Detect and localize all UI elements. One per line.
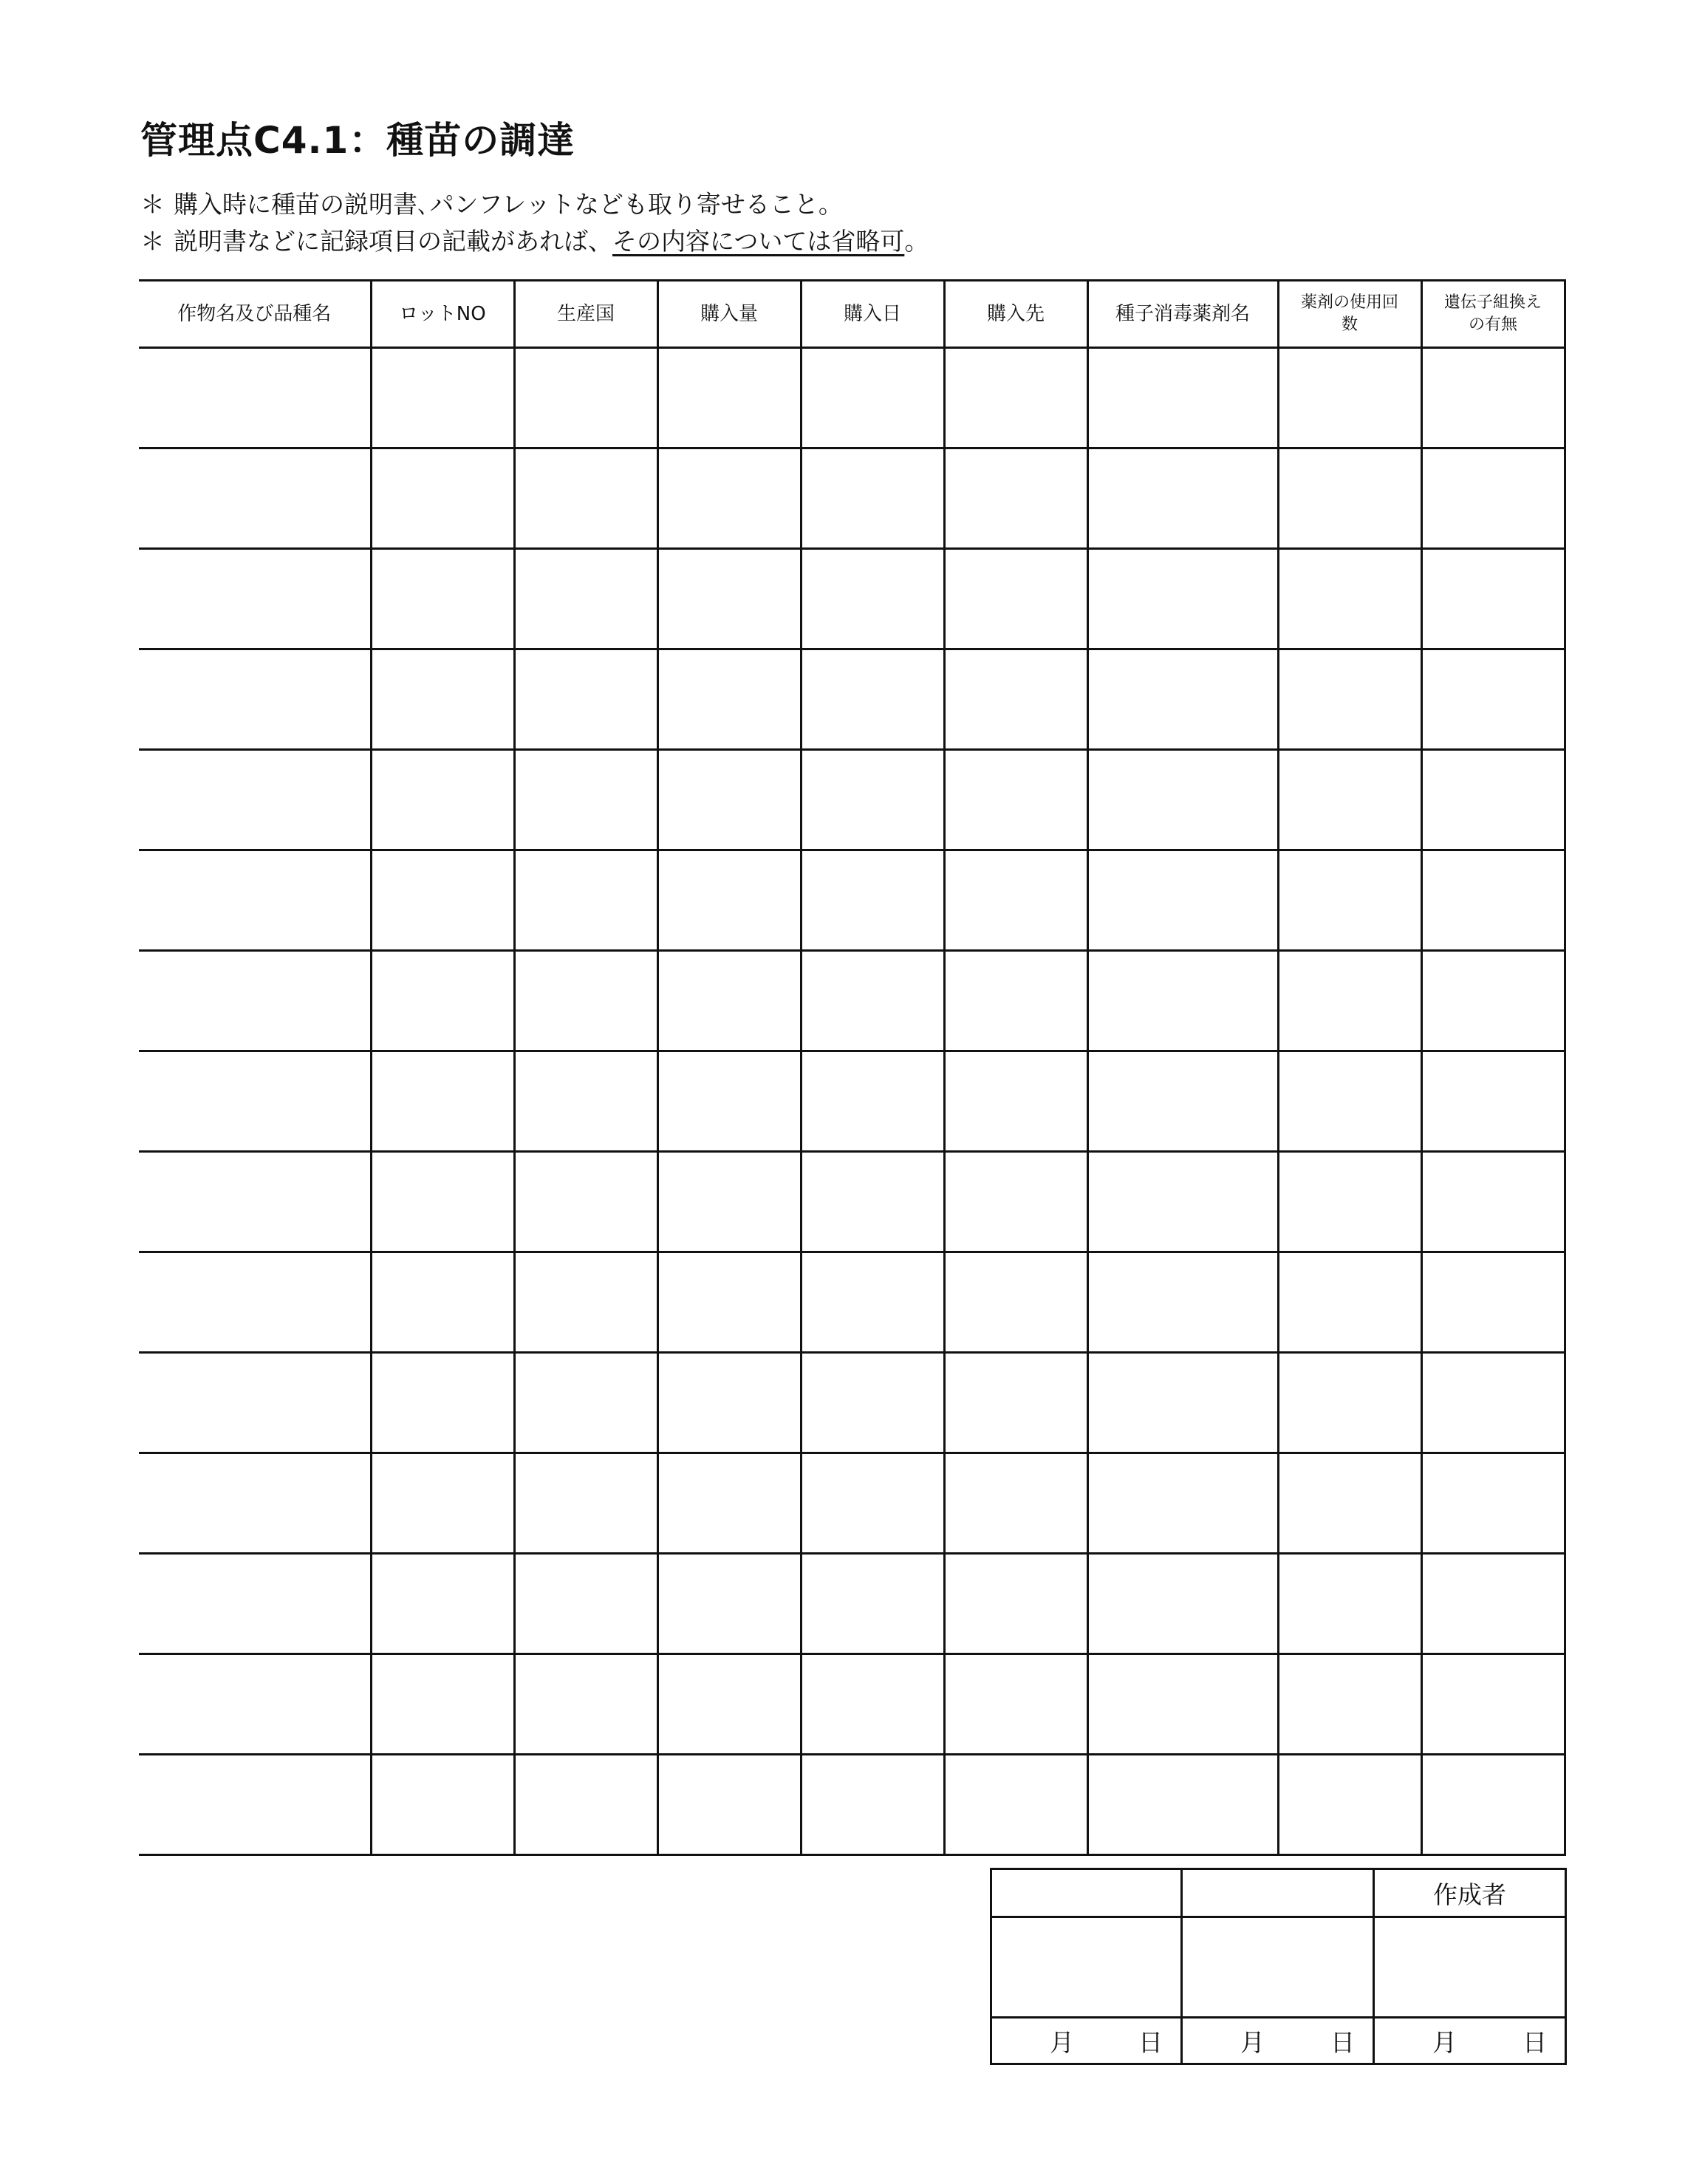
note-1-text: 購入時に種苗の説明書､パンフレットなども取り寄せること。 <box>174 190 843 219</box>
note-2 <box>140 223 929 260</box>
table-cell[interactable] <box>371 448 514 549</box>
table-cell[interactable] <box>514 1453 657 1554</box>
signature-date-row <box>991 2018 1566 2064</box>
table-cell[interactable] <box>1278 850 1421 951</box>
table-cell[interactable] <box>657 1353 801 1453</box>
header-lot-no: ロットNO <box>371 281 514 348</box>
table-cell[interactable] <box>944 1554 1087 1654</box>
table-cell[interactable] <box>1421 1152 1565 1252</box>
table-cell[interactable] <box>944 1453 1087 1554</box>
header-crop-variety: 作物名及び品種名 <box>139 281 371 348</box>
table-cell[interactable] <box>514 1252 657 1353</box>
table-cell[interactable] <box>514 750 657 850</box>
table-cell[interactable] <box>139 348 371 448</box>
table-cell[interactable] <box>657 951 801 1051</box>
table-cell[interactable] <box>139 1554 371 1654</box>
table-cell[interactable] <box>514 951 657 1051</box>
table-cell[interactable] <box>801 549 944 649</box>
table-cell[interactable] <box>657 1453 801 1554</box>
table-cell[interactable] <box>1087 1755 1278 1855</box>
table-cell[interactable] <box>139 850 371 951</box>
table-cell[interactable] <box>944 649 1087 750</box>
table-cell[interactable] <box>1278 549 1421 649</box>
table-cell[interactable] <box>1421 951 1565 1051</box>
table-cell[interactable] <box>371 1353 514 1453</box>
table-cell[interactable] <box>371 1755 514 1855</box>
day-label: 日 <box>1522 2027 1547 2057</box>
note-2-text: 説明書などに記録項目の記載があれば、 <box>174 227 612 256</box>
note-2-underlined-text: その内容については省略可 <box>612 227 905 256</box>
signature-box <box>990 1868 1567 2065</box>
table-cell[interactable] <box>1421 549 1565 649</box>
table-cell[interactable] <box>1087 348 1278 448</box>
table-cell[interactable] <box>139 1353 371 1453</box>
table-cell[interactable] <box>139 1654 371 1755</box>
table-cell[interactable] <box>1087 850 1278 951</box>
table-cell[interactable] <box>944 951 1087 1051</box>
table-cell[interactable] <box>1087 1554 1278 1654</box>
table-cell[interactable] <box>1278 1051 1421 1152</box>
table-cell[interactable] <box>139 649 371 750</box>
table-cell[interactable] <box>801 649 944 750</box>
table-cell[interactable] <box>1087 1654 1278 1755</box>
table-cell[interactable] <box>944 1152 1087 1252</box>
table-cell[interactable] <box>944 348 1087 448</box>
table-cell[interactable] <box>371 1252 514 1353</box>
table-cell[interactable] <box>801 1654 944 1755</box>
table-cell[interactable] <box>1421 1554 1565 1654</box>
table-row <box>139 649 1565 750</box>
table-cell[interactable] <box>139 1252 371 1353</box>
header-purchase-date: 購入日 <box>801 281 944 348</box>
month-label: 月 <box>1050 2027 1074 2057</box>
table-cell[interactable] <box>514 850 657 951</box>
table-cell[interactable] <box>801 1252 944 1353</box>
notes <box>140 186 929 260</box>
table-cell[interactable] <box>1421 850 1565 951</box>
signature-field-author[interactable] <box>1374 1917 1566 2018</box>
seed-procurement-table <box>139 279 1566 1856</box>
signature-header-2 <box>1182 1869 1374 1917</box>
asterisk-icon: ＊ <box>140 190 165 219</box>
table-cell[interactable] <box>944 1252 1087 1353</box>
signature-header-row <box>991 1869 1566 1917</box>
table-cell[interactable] <box>801 951 944 1051</box>
table-cell[interactable] <box>801 348 944 448</box>
header-chemical-use-count-line1: 薬剤の使用回 <box>1300 293 1398 312</box>
table-cell[interactable] <box>657 1152 801 1252</box>
table-row <box>139 951 1565 1051</box>
table-cell[interactable] <box>139 1453 371 1554</box>
table-row <box>139 348 1565 448</box>
table-cell[interactable] <box>139 448 371 549</box>
header-quantity: 購入量 <box>657 281 801 348</box>
table-cell[interactable] <box>944 1755 1087 1855</box>
table-cell[interactable] <box>1421 1654 1565 1755</box>
table-cell[interactable] <box>139 951 371 1051</box>
table-cell[interactable] <box>801 1353 944 1453</box>
table-cell[interactable] <box>944 448 1087 549</box>
table-cell[interactable] <box>514 1554 657 1654</box>
table-cell[interactable] <box>371 1453 514 1554</box>
table-row <box>139 1353 1565 1453</box>
table-cell[interactable] <box>139 1152 371 1252</box>
table-cell[interactable] <box>1421 1353 1565 1453</box>
table-row <box>139 1755 1565 1855</box>
table-cell[interactable] <box>1278 750 1421 850</box>
table-cell[interactable] <box>1087 448 1278 549</box>
table-cell[interactable] <box>1087 1453 1278 1554</box>
table-cell[interactable] <box>1421 1051 1565 1152</box>
table-row <box>139 1252 1565 1353</box>
table-cell[interactable] <box>1278 1654 1421 1755</box>
date-cell-2[interactable] <box>1182 2018 1374 2064</box>
date-cell-3[interactable] <box>1374 2018 1566 2064</box>
table-cell[interactable] <box>944 549 1087 649</box>
header-gmo-line1: 遺伝子組換え <box>1443 293 1542 312</box>
table-cell[interactable] <box>657 750 801 850</box>
table-cell[interactable] <box>371 951 514 1051</box>
table-cell[interactable] <box>139 1755 371 1855</box>
table-cell[interactable] <box>371 1051 514 1152</box>
note-1 <box>140 186 929 223</box>
table-row <box>139 1453 1565 1554</box>
table-cell[interactable] <box>944 1654 1087 1755</box>
table-cell[interactable] <box>657 448 801 549</box>
table-cell[interactable] <box>1087 649 1278 750</box>
table-row <box>139 750 1565 850</box>
table-row <box>139 549 1565 649</box>
header-gmo-line2: の有無 <box>1468 315 1517 334</box>
table-cell[interactable] <box>1421 1453 1565 1554</box>
signature-header-1 <box>991 1869 1182 1917</box>
day-label: 日 <box>1330 2027 1355 2057</box>
table-row <box>139 448 1565 549</box>
header-chemical-use-count-line2: 数 <box>1341 315 1358 334</box>
table-cell[interactable] <box>1421 1252 1565 1353</box>
table-cell[interactable] <box>944 1051 1087 1152</box>
table-cell[interactable] <box>801 1755 944 1855</box>
table-cell[interactable] <box>371 1152 514 1252</box>
table-cell[interactable] <box>657 1755 801 1855</box>
signature-field-2[interactable] <box>1182 1917 1374 2018</box>
asterisk-icon: ＊ <box>140 227 165 256</box>
table-cell[interactable] <box>139 549 371 649</box>
table-cell[interactable] <box>657 549 801 649</box>
table-cell[interactable] <box>1421 348 1565 448</box>
month-label: 月 <box>1240 2027 1265 2057</box>
table-cell[interactable] <box>1278 448 1421 549</box>
table-cell[interactable] <box>1278 649 1421 750</box>
table-cell[interactable] <box>371 649 514 750</box>
table-cell[interactable] <box>139 1051 371 1152</box>
signature-field-1[interactable] <box>991 1917 1182 2018</box>
date-cell-1[interactable] <box>991 2018 1182 2064</box>
table-cell[interactable] <box>1087 1252 1278 1353</box>
table-cell[interactable] <box>801 750 944 850</box>
table-row <box>139 1152 1565 1252</box>
table-cell[interactable] <box>1278 348 1421 448</box>
table-row <box>139 1554 1565 1654</box>
table-cell[interactable] <box>1421 1755 1565 1855</box>
table-cell[interactable] <box>514 1755 657 1855</box>
table-cell[interactable] <box>657 649 801 750</box>
table-cell[interactable] <box>1087 951 1278 1051</box>
table-cell[interactable] <box>514 348 657 448</box>
table-cell[interactable] <box>514 1152 657 1252</box>
table-cell[interactable] <box>657 1554 801 1654</box>
table-cell[interactable] <box>801 1453 944 1554</box>
table-cell[interactable] <box>371 750 514 850</box>
table-cell[interactable] <box>657 1654 801 1755</box>
table-body <box>139 348 1565 1855</box>
table-cell[interactable] <box>371 348 514 448</box>
table-cell[interactable] <box>139 750 371 850</box>
table-cell[interactable] <box>944 750 1087 850</box>
table-cell[interactable] <box>657 348 801 448</box>
table-cell[interactable] <box>801 448 944 549</box>
header-seed-disinfectant: 種子消毒薬剤名 <box>1087 281 1278 348</box>
table-cell[interactable] <box>801 1051 944 1152</box>
table-cell[interactable] <box>514 1051 657 1152</box>
table-cell[interactable] <box>514 448 657 549</box>
header-chemical-use-count <box>1278 281 1421 348</box>
header-country: 生産国 <box>514 281 657 348</box>
table-cell[interactable] <box>1278 951 1421 1051</box>
table-cell[interactable] <box>371 1654 514 1755</box>
table-cell[interactable] <box>801 850 944 951</box>
page-title: 管理点C4.1：種苗の調達 <box>140 119 575 162</box>
table-cell[interactable] <box>1421 448 1565 549</box>
table-cell[interactable] <box>1278 1353 1421 1453</box>
header-gmo <box>1421 281 1565 348</box>
month-label: 月 <box>1432 2027 1457 2057</box>
table-cell[interactable] <box>514 549 657 649</box>
table-cell[interactable] <box>371 1554 514 1654</box>
table-cell[interactable] <box>371 850 514 951</box>
table-cell[interactable] <box>657 850 801 951</box>
table-cell[interactable] <box>1278 1554 1421 1654</box>
table-row <box>139 1654 1565 1755</box>
table-cell[interactable] <box>514 1353 657 1453</box>
table-cell[interactable] <box>944 1353 1087 1453</box>
table-cell[interactable] <box>1278 1453 1421 1554</box>
signature-space-row <box>991 1917 1566 2018</box>
table-cell[interactable] <box>1421 649 1565 750</box>
table-cell[interactable] <box>657 1051 801 1152</box>
signature-header-author: 作成者 <box>1374 1869 1566 1917</box>
table-cell[interactable] <box>801 1152 944 1252</box>
table-row <box>139 1051 1565 1152</box>
table-cell[interactable] <box>657 1252 801 1353</box>
table-cell[interactable] <box>1087 549 1278 649</box>
table-cell[interactable] <box>514 1654 657 1755</box>
table-cell[interactable] <box>371 549 514 649</box>
day-label: 日 <box>1138 2027 1163 2057</box>
table-row <box>139 850 1565 951</box>
table-cell[interactable] <box>944 850 1087 951</box>
table-cell[interactable] <box>1087 1353 1278 1453</box>
table-cell[interactable] <box>1421 750 1565 850</box>
table-cell[interactable] <box>1278 1755 1421 1855</box>
table-cell[interactable] <box>801 1554 944 1654</box>
table-cell[interactable] <box>514 649 657 750</box>
table-cell[interactable] <box>1278 1152 1421 1252</box>
table-cell[interactable] <box>1278 1252 1421 1353</box>
table-header-row <box>139 281 1565 348</box>
table-cell[interactable] <box>1087 1152 1278 1252</box>
table-cell[interactable] <box>1087 750 1278 850</box>
header-supplier: 購入先 <box>944 281 1087 348</box>
table-cell[interactable] <box>1087 1051 1278 1152</box>
note-2-end: 。 <box>904 227 929 256</box>
